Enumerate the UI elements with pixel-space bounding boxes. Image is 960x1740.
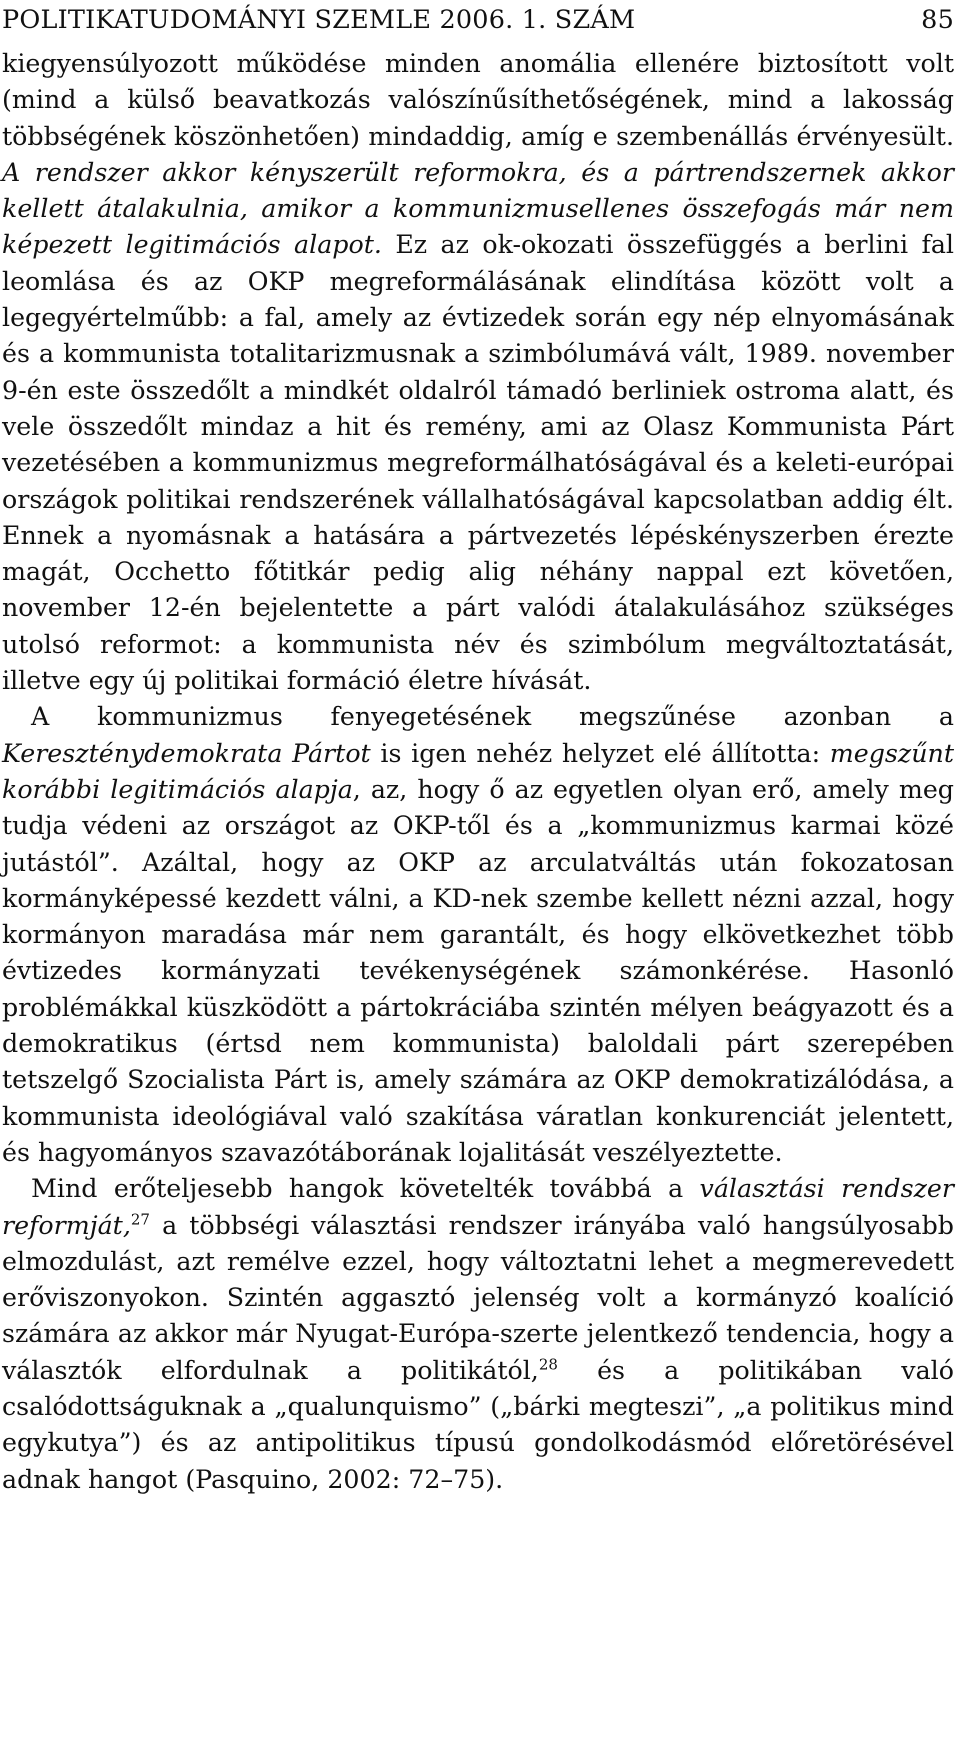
italic-run: A rendszer akkor kényszerült reformokra, és a pártrendszernek akkor kellett átalakulnia, amikor a kommunizmusellenes összefogás már nem képezett legitimációs alapot. [2,157,954,260]
text-run: kiegyensúlyozott működése minden anomália ellenére biztosított volt (mind a külső beavatkozás valószínűsíthetőségének, mind a lakosság többségének köszönhetően) mindaddig, amíg e szembenállás érvényesült. [2,49,954,151]
footnote-ref-28[interactable]: 28 [538,1355,558,1374]
paragraph [2,46,954,699]
text-run: is igen nehéz helyzet elé állította: [370,738,830,768]
text-run: , az, hogy ő az egyetlen olyan erő, amely meg tudja védeni az országot az OKP-től és a „kommunizmus karmai közé jutástól”. Azáltal, hogy az OKP az arculatváltás után fokozatosan kormányképessé kezdett válni, a KD-nek szembe kellett nézni azzal, hogy kormányon maradása már nem garantált, és hogy elkövetkezhet több évtizedes kormányzati tevékenységének számonkérése. Hasonló problémákkal küszködött a pártokráciába szintén mélyen beágyazott és a demokratikus (értsd nem kommunista) baloldali párt szerepében tetszelgő Szocialista Párt is, amely számára az OKP demokratizálódása, a kommunista ideológiával való szakítása váratlan konkurenciát jelentett, és hagyományos szavazótáborának lojalitását veszélyeztette. [2,774,954,1167]
text-run: és a politikában való csalódottságuknak a „qualunquismo” („bárki megteszi”, „a politikus mind egykutya”) és az antipolitikus típusú gondolkodásmód előretörésével adnak hangot (Pasquino, 2002: 72–75). [2,1355,954,1494]
paragraph [2,1171,954,1498]
italic-run: Kereszténydemokrata Pártot [2,738,371,768]
text-run: Mind erőteljesebb hangok követelték továbbá a [31,1174,700,1204]
italic-run: megszűnt korábbi legitimációs alapja [2,738,954,804]
page-number: 85 [921,5,954,35]
article-body [2,46,954,1498]
paragraph [2,699,954,1171]
text-run: A kommunizmus fenyegetésének megszűnése azonban a [31,702,954,732]
running-header [2,0,954,40]
footnote-ref-27[interactable]: 27 [130,1210,150,1229]
journal-title: POLITIKATUDOMÁNYI SZEMLE 2006. 1. SZÁM [2,5,636,35]
italic-run: választási rendszer reformját, [2,1174,954,1240]
text-run: a többségi választási rendszer irányába való hangsúlyosabb elmozdulást, azt remélve ezzel, hogy változtatni lehet a megmerevedett erőviszonyokon. Szintén aggasztó jelenség volt a kormányzó koalíció számára az akkor már Nyugat-Európa-szerte jelentkező tendencia, hogy a választók elfordulnak a politikától, [2,1210,954,1385]
text-run: Ez az ok-okozati összefüggés a berlini fal leomlása és az OKP megreformálásának elindítása között volt a legegyértelműbb: a fal, amely az évtizedek során egy nép elnyomásának és a kommunista totalitarizmusnak a szimbólumává vált, 1989. november 9-én este összedőlt a mindkét oldalról támadó berliniek ostroma alatt, és vele összedőlt mindaz a hit és remény, ami az Olasz Kommunista Párt vezetésében a kommunizmus megreformálhatóságával és a keleti-európai országok politikai rendszerének vállalhatóságával kapcsolatban addig élt. Ennek a nyomásnak a hatására a pártvezetés lépéskényszerben érezte magát, Occhetto főtitkár pedig alig néhány nappal ezt követően, november 12-én bejelentette a párt valódi átalakulásához szükséges utolsó reformot: a kommunista név és szimbólum megváltoztatását, illetve egy új politikai formáció életre hívását. [2,230,954,696]
